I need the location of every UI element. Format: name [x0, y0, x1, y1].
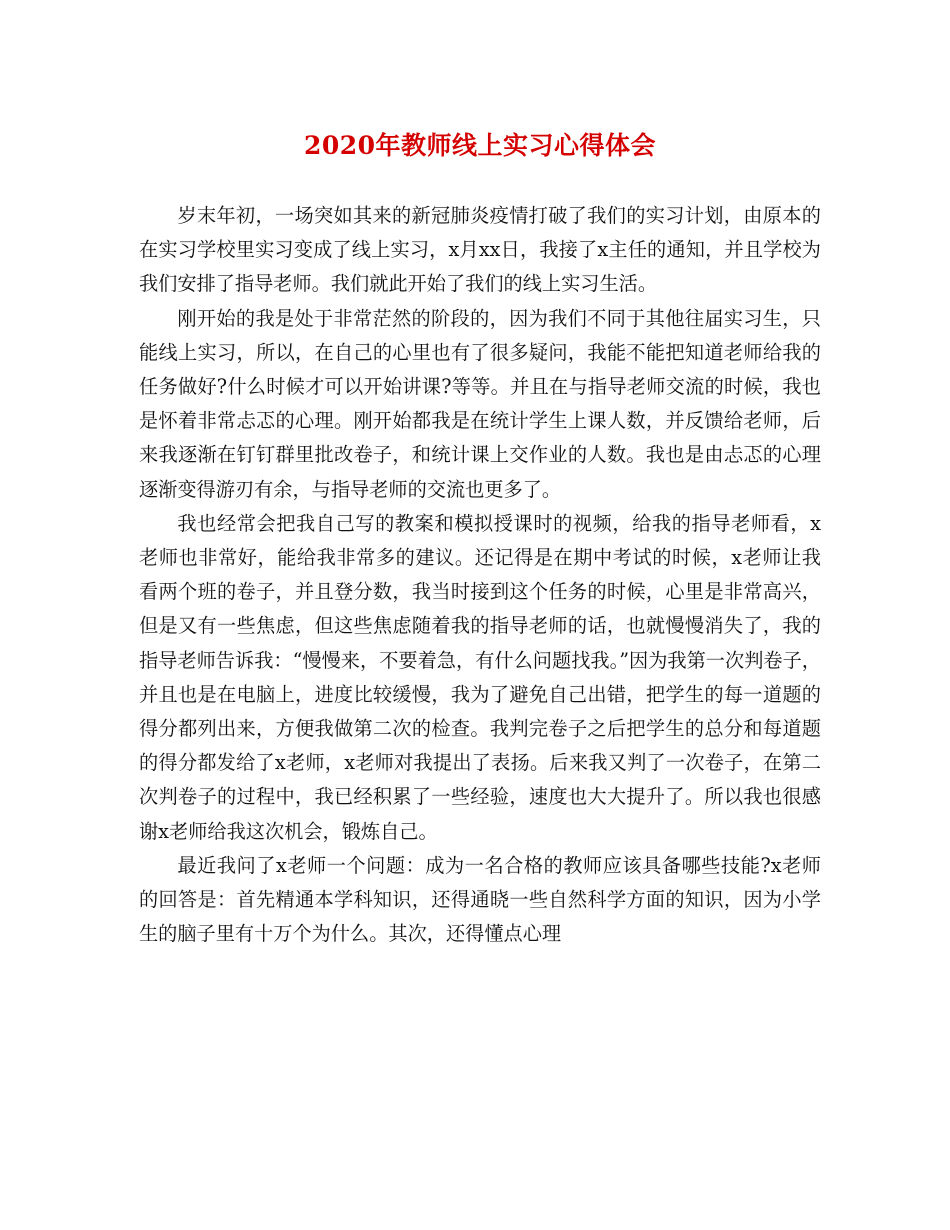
paragraph-4: 最近我问了x老师一个问题：成为一名合格的教师应该具备哪些技能?x老师的回答是：首先精通本学科知识，还得通晓一些自然科学方面的知识，因为小学生的脑子里有十万个为什么。其次，还得懂点心理: [139, 853, 821, 946]
document-title: 2020年教师线上实习心得体会: [303, 131, 657, 160]
document-page: [139, 128, 821, 951]
paragraph-2: 刚开始的我是处于非常茫然的阶段的，因为我们不同于其他往届实习生，只能线上实习，所以，在自己的心里也有了很多疑问，我能不能把知道老师给我的任务做好?什么时候才可以开始讲课?等等。并且在与指导老师交流的时候，我也是怀着非常忐忑的心理。刚开始都我是在统计学生上课人数，并反馈给老师，后来我逐渐在钉钉群里批改卷子，和统计课上交作业的人数。我也是由忐忑的心理逐渐变得游刃有余，与指导老师的交流也更多了。: [139, 306, 821, 501]
paragraph-3: 我也经常会把我自己写的教案和模拟授课时的视频，给我的指导老师看，x老师也非常好，能给我非常多的建议。还记得是在期中考试的时候，x老师让我看两个班的卷子，并且登分数，我当时接到这个任务的时候，心里是非常高兴，但是又有一些焦虑，但这些焦虑随着我的指导老师的话，也就慢慢消失了，我的指导老师告诉我：“慢慢来，不要着急，有什么问题找我。”因为我第一次判卷子，并且也是在电脑上，进度比较缓慢，我为了避免自己出错，把学生的每一道题的得分都列出来，方便我做第二次的检查。我判完卷子之后把学生的总分和每道题的得分都发给了x老师，x老师对我提出了表扬。后来我又判了一次卷子，在第二次判卷子的过程中，我已经积累了一些经验，速度也大大提升了。所以我也很感谢x老师给我这次机会，锻炼自己。: [139, 511, 821, 843]
paragraph-1: 岁末年初，一场突如其来的新冠肺炎疫情打破了我们的实习计划，由原本的在实习学校里实习变成了线上实习，x月xx日，我接了x主任的通知，并且学校为我们安排了指导老师。我们就此开始了我们的线上实习生活。: [139, 204, 821, 296]
